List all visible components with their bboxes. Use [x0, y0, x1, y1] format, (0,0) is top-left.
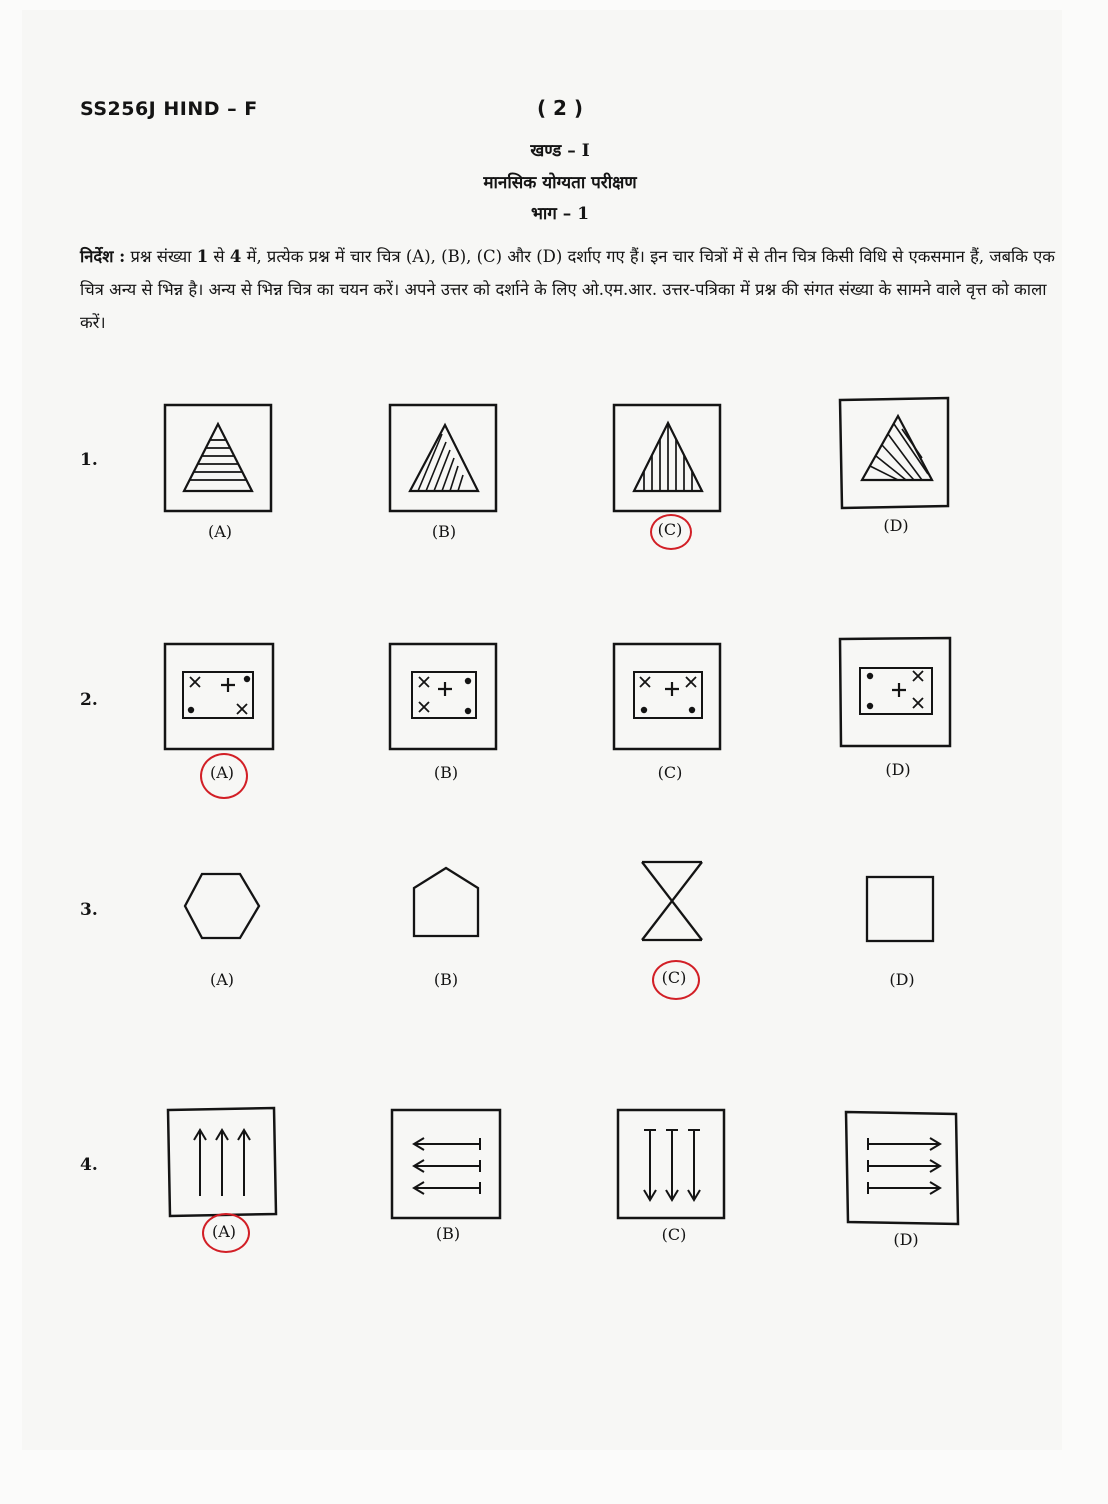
arrows-right-icon: [846, 1112, 958, 1224]
instructions-text-2: से: [208, 247, 230, 266]
arrows-left-icon: [392, 1110, 500, 1218]
instructions-text-1: प्रश्न संख्या: [125, 247, 197, 266]
triangle-vertical-lines-icon: [614, 405, 720, 511]
q4-figure-b: [392, 1110, 500, 1218]
q1-option-b: (B): [431, 522, 457, 541]
q4-option-c: (C): [661, 1225, 687, 1244]
q1-answer-mark: [650, 514, 692, 550]
q1-figure-d: [840, 398, 948, 508]
q3-figure-b: [408, 862, 484, 942]
question-4-number: 4.: [80, 1155, 98, 1175]
q1-option-a: (A): [207, 522, 233, 541]
hexagon-icon: [180, 868, 264, 944]
q4-figure-d: [846, 1112, 958, 1224]
q3-option-b: (B): [433, 970, 459, 989]
q2-figure-d: [840, 638, 950, 746]
question-3-number: 3.: [80, 900, 98, 920]
page-number: ( 2 ): [536, 96, 584, 120]
triangle-diagonal-lines-icon: [840, 398, 948, 508]
q4-figure-a: [168, 1108, 276, 1216]
instructions-label: निर्देश :: [80, 247, 126, 266]
q2-option-a: (A): [209, 763, 235, 782]
q2-option-b: (B): [433, 763, 459, 782]
question-1-number: 1.: [80, 450, 98, 470]
q1-figure-a: [165, 405, 271, 511]
instructions-num-b: 4: [229, 247, 242, 266]
q1-option-c: (C): [657, 520, 683, 539]
instructions-text-3: में, प्रत्येक प्रश्न में चार चित्र (A), (B), (C) और (D) दर्शाए गए हैं। इन चार चित्रों में से तीन चित्र किसी विधि से एकसमान हैं, जबकि एक चित्र अन्य से भिन्न है। अन्य से भिन्न चित्र का चयन करें। अपने उत्तर को दर्शाने के लिए ओ.एम.आर. उत्तर-पत्रिका में प्रश्न की संगत संख्या के सामने वाले वृत्त को काला करें।: [80, 247, 1055, 332]
arrows-up-icon: [168, 1108, 276, 1216]
q3-answer-mark: [652, 960, 700, 1000]
q3-option-c: (C): [661, 968, 687, 987]
q4-option-a: (A): [211, 1222, 237, 1241]
q3-figure-a: [180, 868, 264, 944]
square-icon: [862, 872, 938, 946]
instructions-num-a: 1: [196, 247, 209, 266]
q2-figure-a: [165, 644, 273, 749]
q4-option-d: (D): [893, 1230, 919, 1249]
q1-figure-b: [390, 405, 496, 511]
instructions: [80, 240, 1060, 339]
q2-option-d: (D): [885, 760, 911, 779]
q4-figure-c: [618, 1110, 724, 1218]
paper-code: SS256J HIND – F: [80, 98, 258, 120]
triangle-horizontal-lines-icon: [165, 405, 271, 511]
arrows-down-icon: [618, 1110, 724, 1218]
triangle-diagonal-lines-icon: [390, 405, 496, 511]
q2-figure-c: [614, 644, 720, 749]
q3-figure-c: [634, 856, 710, 946]
pentagon-icon: [408, 862, 484, 942]
rect-cross-plus-dot-icon: [840, 638, 950, 746]
q4-option-b: (B): [435, 1224, 461, 1243]
hourglass-icon: [634, 856, 710, 946]
q1-figure-c: [614, 405, 720, 511]
question-2-number: 2.: [80, 690, 98, 710]
part-title: भाग – 1: [530, 204, 590, 224]
q3-figure-d: [862, 872, 938, 946]
q2-option-c: (C): [657, 763, 683, 782]
subject-title: मानसिक योग्यता परीक्षण: [483, 173, 637, 193]
rect-cross-plus-dot-icon: [165, 644, 273, 749]
q2-figure-b: [390, 644, 496, 749]
rect-cross-plus-dot-icon: [614, 644, 720, 749]
q1-option-d: (D): [883, 516, 909, 535]
rect-cross-plus-dot-icon: [390, 644, 496, 749]
q4-answer-mark: [202, 1213, 250, 1253]
q3-option-a: (A): [209, 970, 235, 989]
section-title: खण्ड – I: [530, 141, 590, 161]
q2-answer-mark: [200, 753, 248, 799]
q3-option-d: (D): [889, 970, 915, 989]
